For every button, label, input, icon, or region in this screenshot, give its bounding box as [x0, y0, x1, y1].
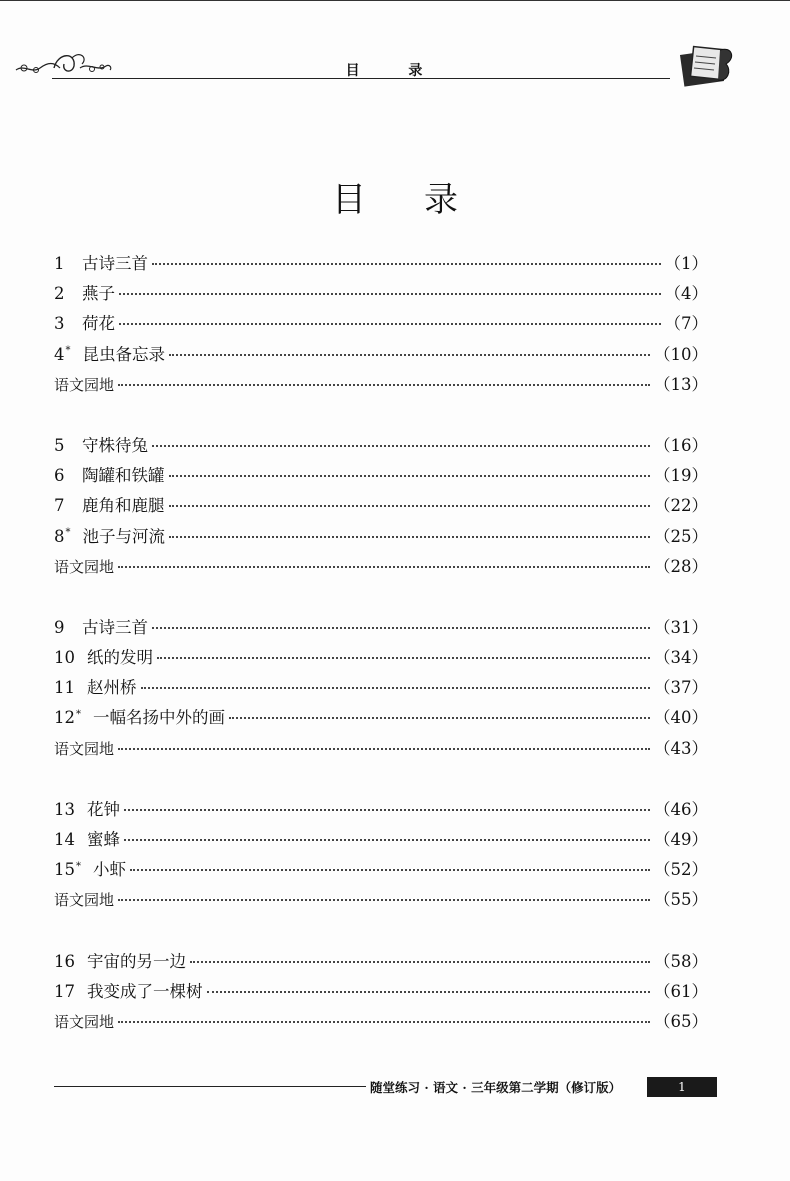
lesson-number: 6 — [54, 466, 65, 486]
dot-leader — [130, 869, 650, 871]
toc-entry-title: 语文园地 — [54, 891, 115, 910]
toc-entry-title: 蜜蜂 — [87, 830, 120, 849]
lesson-number: 13 — [54, 799, 75, 819]
lesson-number: 7 — [54, 496, 65, 516]
toc-entry-number — [54, 496, 70, 515]
toc-entry[interactable] — [54, 462, 708, 492]
dot-leader — [152, 445, 650, 447]
toc-group — [54, 796, 708, 917]
toc-entry-title: 纸的发明 — [87, 648, 153, 668]
dot-leader — [190, 961, 650, 963]
toc-entry[interactable] — [54, 735, 708, 765]
optional-lesson-star: * — [76, 860, 81, 872]
toc-entry-page: （16） — [654, 435, 708, 455]
toc-entry[interactable] — [54, 644, 708, 674]
toc-entry-title: 语文园地 — [54, 1012, 115, 1031]
dot-leader — [118, 566, 650, 568]
toc-group — [54, 948, 708, 1039]
toc-entry-page: （55） — [654, 890, 708, 910]
toc-entry-page: （52） — [654, 860, 708, 880]
toc-entry-number — [54, 345, 71, 364]
toc-entry-page: （10） — [654, 344, 708, 364]
dot-leader — [229, 717, 650, 719]
toc-entry[interactable] — [54, 341, 708, 371]
toc-entry-number — [54, 618, 70, 637]
toc-entry[interactable] — [54, 523, 708, 553]
book-scroll-icon — [676, 44, 738, 90]
lesson-number: 10 — [54, 648, 75, 668]
toc-entry-number — [54, 527, 71, 546]
toc-entry[interactable] — [54, 674, 708, 704]
toc-group — [54, 432, 708, 583]
toc-entry-title: 古诗三首 — [82, 617, 148, 637]
toc-entry-number — [54, 800, 75, 819]
dot-leader — [118, 748, 650, 750]
toc-entry-number — [54, 466, 70, 485]
dot-leader — [124, 839, 650, 841]
optional-lesson-star: * — [65, 527, 71, 538]
toc-group — [54, 250, 708, 401]
table-of-contents — [54, 250, 708, 1069]
toc-entry-number — [54, 830, 75, 849]
dot-leader — [152, 627, 650, 629]
dot-leader — [118, 1021, 650, 1023]
dot-leader — [124, 809, 650, 811]
toc-entry-number — [54, 254, 70, 273]
dot-leader — [119, 323, 661, 325]
toc-entry-page: （34） — [654, 648, 708, 668]
lesson-number: 14 — [54, 830, 75, 849]
toc-entry-title: 昆虫备忘录 — [82, 344, 165, 364]
toc-entry[interactable] — [54, 796, 708, 826]
running-header-title: 目 录 — [345, 63, 445, 79]
toc-entry[interactable] — [54, 250, 708, 280]
toc-entry-title: 鹿角和鹿腿 — [82, 496, 165, 516]
toc-entry[interactable] — [54, 856, 708, 886]
toc-entry-page: （31） — [654, 617, 708, 637]
toc-entry-number — [54, 436, 70, 455]
toc-entry-title: 赵州桥 — [87, 678, 137, 698]
lesson-number: 11 — [54, 678, 75, 698]
toc-entry[interactable] — [54, 371, 708, 401]
lesson-number: 9 — [54, 617, 65, 637]
toc-entry-page: （46） — [654, 799, 708, 819]
lesson-number: 5 — [54, 435, 65, 455]
toc-entry[interactable] — [54, 978, 708, 1008]
lesson-number: 15 — [54, 860, 75, 880]
toc-entry-page: （25） — [654, 526, 708, 546]
toc-entry[interactable] — [54, 553, 708, 583]
toc-entry-number — [54, 314, 70, 333]
toc-entry-number — [54, 952, 75, 971]
optional-lesson-star: * — [65, 345, 71, 357]
toc-entry-page: （43） — [654, 738, 708, 758]
toc-entry-title: 语文园地 — [54, 739, 115, 758]
toc-entry-number — [54, 982, 75, 1001]
toc-entry-title: 小虾 — [93, 860, 126, 880]
dot-leader — [169, 354, 650, 356]
dot-leader — [152, 263, 661, 265]
optional-lesson-star: * — [76, 708, 81, 720]
toc-entry-title: 语文园地 — [54, 557, 115, 576]
toc-entry-page: （40） — [654, 708, 708, 728]
toc-entry[interactable] — [54, 1008, 708, 1038]
toc-entry-page: （13） — [654, 374, 708, 394]
lesson-number: 8 — [54, 526, 65, 546]
toc-entry-number — [54, 860, 81, 879]
toc-entry[interactable] — [54, 948, 708, 978]
lesson-number: 3 — [54, 314, 65, 334]
toc-entry-page: （37） — [654, 678, 708, 698]
toc-entry[interactable] — [54, 492, 708, 522]
toc-entry-page: （1） — [664, 254, 708, 273]
toc-entry-page: （61） — [654, 981, 708, 1001]
toc-entry-title: 守株待兔 — [82, 435, 148, 455]
toc-entry-title: 宇宙的另一边 — [87, 951, 186, 971]
dot-leader — [169, 505, 651, 507]
page-title: 目录 — [332, 180, 516, 220]
footer-book-title: 随堂练习 · 语文 · 三年级第二学期（修订版） — [370, 1080, 622, 1095]
toc-entry-number — [54, 648, 75, 667]
toc-entry[interactable] — [54, 826, 708, 856]
toc-entry[interactable] — [54, 614, 708, 644]
toc-entry-page: （22） — [654, 496, 708, 516]
lesson-number: 16 — [54, 951, 75, 971]
toc-entry-title: 池子与河流 — [82, 526, 165, 546]
dot-leader — [169, 536, 650, 538]
toc-entry-title: 一幅名扬中外的画 — [93, 708, 225, 728]
toc-entry-title: 古诗三首 — [82, 254, 148, 273]
lesson-number: 1 — [54, 254, 65, 273]
toc-entry-page: （28） — [654, 556, 708, 576]
toc-group — [54, 614, 708, 765]
toc-entry-title: 语文园地 — [54, 375, 115, 394]
toc-entry-page: （7） — [664, 314, 708, 334]
toc-entry-title: 我变成了一棵树 — [87, 981, 203, 1001]
dot-leader — [118, 899, 650, 901]
toc-entry-page: （19） — [654, 466, 708, 486]
toc-entry-title: 燕子 — [82, 284, 115, 304]
toc-entry[interactable] — [54, 704, 708, 734]
toc-entry-page: （4） — [664, 284, 708, 304]
dot-leader — [141, 687, 651, 689]
toc-entry-number — [54, 708, 81, 727]
toc-entry-number — [54, 284, 70, 303]
footer-rule — [54, 1086, 366, 1087]
toc-entry[interactable] — [54, 432, 708, 462]
dot-leader — [118, 384, 650, 386]
top-border — [0, 0, 790, 7]
dot-leader — [157, 657, 650, 659]
toc-entry-page: （49） — [654, 830, 708, 849]
toc-entry-page: （65） — [654, 1011, 708, 1031]
dot-leader — [169, 475, 651, 477]
toc-entry[interactable] — [54, 280, 708, 310]
lesson-number: 2 — [54, 284, 65, 304]
lesson-number: 12 — [54, 708, 75, 728]
toc-entry[interactable] — [54, 310, 708, 340]
toc-entry-title: 荷花 — [82, 314, 115, 334]
lesson-number: 17 — [54, 981, 75, 1001]
lesson-number: 4 — [54, 344, 65, 364]
toc-entry-title: 花钟 — [87, 799, 120, 819]
dot-leader — [119, 293, 661, 295]
dot-leader — [207, 991, 651, 993]
toc-entry-title: 陶罐和铁罐 — [82, 466, 165, 486]
toc-entry-page: （58） — [654, 951, 708, 971]
toc-entry-number — [54, 678, 75, 697]
toc-entry[interactable] — [54, 886, 708, 916]
footer-page-number: 1 — [647, 1077, 717, 1097]
